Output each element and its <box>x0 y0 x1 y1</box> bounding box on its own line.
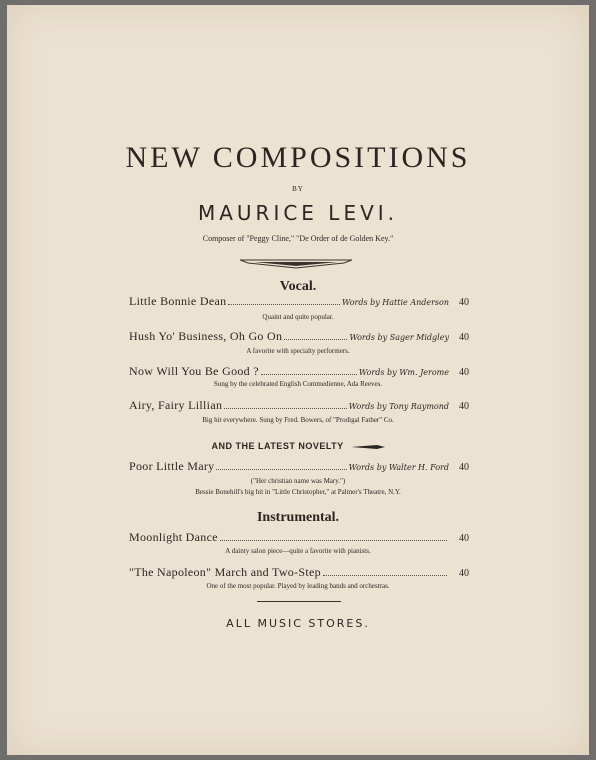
song-row <box>129 329 469 345</box>
song-title: Now Will You Be Good ? <box>129 364 259 378</box>
song-note: A dainty salon piece—quite a favorite with pianists. <box>225 547 371 555</box>
dot-leader <box>261 373 357 375</box>
song-row <box>129 398 469 414</box>
song-words: Words by Tony Raymond <box>348 402 449 411</box>
song-words: Words by Sager Midgley <box>349 333 449 342</box>
song-note: Big hit everywhere. Sung by Fred. Bowers, of "Prodigal Father" Co. <box>202 416 394 424</box>
footer-text: ALL MUSIC STORES. <box>226 617 370 630</box>
song-price: 40 <box>459 332 469 343</box>
song-row <box>129 565 469 581</box>
dot-leader <box>284 338 347 340</box>
song-row <box>129 459 469 475</box>
dot-leader <box>224 407 347 409</box>
composer-credit: Composer of "Peggy Cline," "De Order of de Golden Key." <box>202 234 394 243</box>
instrumental-heading: Instrumental. <box>256 510 340 525</box>
song-price: 40 <box>459 533 469 544</box>
song-words: Words by Walter H. Ford <box>348 463 449 472</box>
vocal-heading: Vocal. <box>279 279 317 294</box>
song-price: 40 <box>459 462 469 473</box>
dot-leader <box>323 574 447 576</box>
dot-leader <box>216 468 346 470</box>
composer-name: MAURICE LEVI. <box>197 201 399 225</box>
song-words: Words by Hattie Anderson <box>342 298 449 307</box>
song-price: 40 <box>459 367 469 378</box>
song-title: Hush Yo' Business, Oh Go On <box>129 329 283 343</box>
song-note: Sung by the celebrated English Commedienne, Ada Reeves. <box>213 380 383 388</box>
page-title: NEW COMPOSITIONS <box>125 141 471 174</box>
song-title: Moonlight Dance <box>129 530 218 544</box>
song-words: Words by Wm. Jerome <box>358 368 449 377</box>
dot-leader <box>228 303 340 305</box>
ornament-icon <box>240 257 352 269</box>
song-row <box>129 530 469 546</box>
song-title: Airy, Fairy Lillian <box>129 398 223 412</box>
by-label: BY <box>292 185 304 193</box>
song-note: ("Her christian name was Mary.") <box>250 477 346 485</box>
song-title: Little Bonnie Dean <box>129 294 227 308</box>
song-title: Poor Little Mary <box>129 459 215 473</box>
song-price: 40 <box>459 568 469 579</box>
song-price: 40 <box>459 401 469 412</box>
song-price: 40 <box>459 297 469 308</box>
song-title: "The Napoleon" March and Two-Step <box>129 565 321 579</box>
divider <box>257 601 341 602</box>
page-sheet <box>7 5 589 755</box>
song-note: A favorite with specialty performers. <box>246 347 350 355</box>
dot-leader <box>220 539 447 541</box>
song-note: One of the most popular. Played by leading bands and orchestras. <box>206 582 390 590</box>
song-note: Bessie Bonehill's big hit in "Little Christopher," at Palmer's Theatre, N.Y. <box>195 488 401 496</box>
pointing-hand-icon <box>351 443 385 451</box>
song-note: Quaint and quite popular. <box>262 313 334 321</box>
song-row <box>129 364 469 380</box>
song-row <box>129 294 469 310</box>
novelty-label: AND THE LATEST NOVELTY <box>211 441 344 451</box>
novelty-heading <box>7 441 589 451</box>
